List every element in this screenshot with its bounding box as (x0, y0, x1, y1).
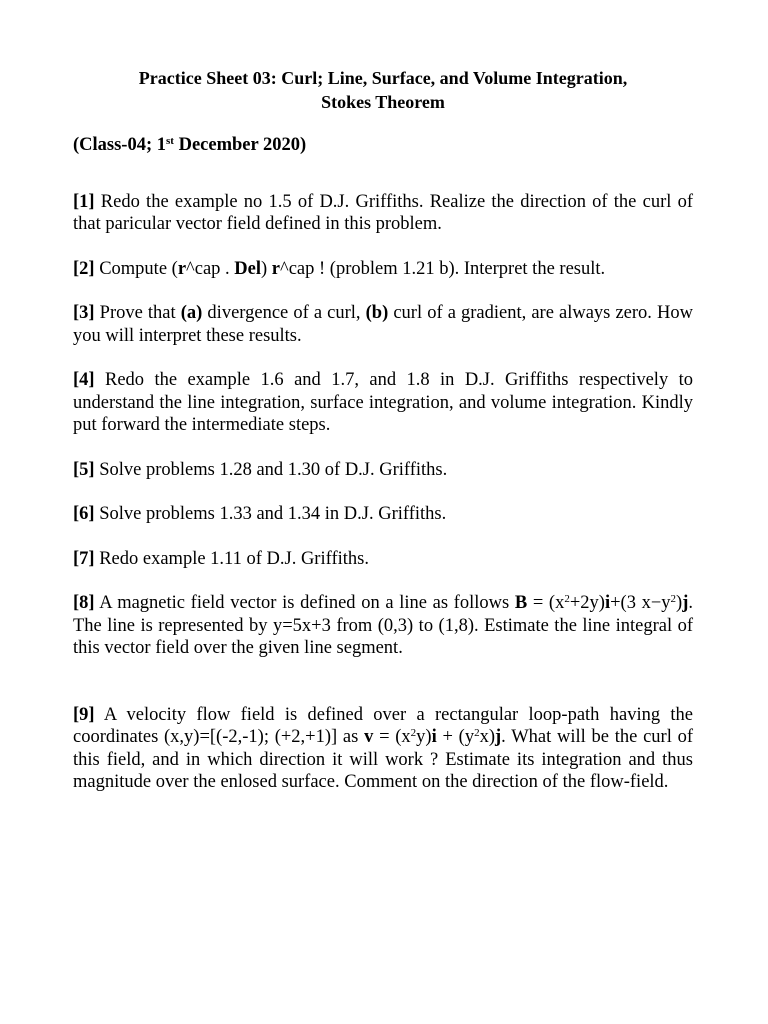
title-line-1: Practice Sheet 03: Curl; Line, Surface, and Volume Integration, (138, 68, 628, 88)
class-info-prefix: (Class-04; 1 (73, 135, 167, 155)
problem-text: ^cap . (186, 258, 235, 279)
problem-text: divergence of a curl, (202, 303, 366, 323)
problem-number: [6] (73, 504, 95, 524)
exponent: 2 (564, 593, 570, 605)
del-operator: Del (234, 258, 261, 279)
vector-r: r (271, 258, 281, 279)
problem-text: A velocity flow field is defined over a rectangular loop-path having the coordinates (x,y)=[(-2,-1); (+2,+1)] as (73, 704, 693, 747)
problem-number: [3] (73, 303, 95, 323)
part-a-label: (a) (180, 303, 203, 323)
title-line-2: Stokes Theorem (321, 92, 445, 112)
problem-5 (73, 459, 693, 482)
class-info (73, 134, 693, 157)
problem-text: y) (416, 727, 432, 747)
problem-number: [7] (73, 548, 95, 569)
problem-number: [9] (73, 704, 95, 725)
problem-text: Solve problems 1.28 and 1.30 of D.J. Griffiths. (94, 459, 448, 480)
problem-text: Redo the example no 1.5 of D.J. Griffiths. Realize the direction of the curl of that paricular vector field defined in this problem. (73, 191, 693, 234)
problem-text: . What will be the curl of this field, and in which direction it will work ? Estimate its integration and thus magnitude over the enlosed surface. Comment on the direction of the flow-field. (73, 727, 693, 792)
problem-text: Redo example 1.11 of D.J. Griffiths. (94, 548, 369, 569)
document-page (73, 66, 693, 794)
problem-number: [4] (73, 370, 95, 390)
page-title (73, 66, 693, 114)
problem-text: + (y (436, 727, 475, 747)
problem-text: +2y) (569, 593, 605, 613)
problem-text: = (x (527, 593, 565, 613)
problem-text: = (x (373, 727, 411, 747)
exponent: 2 (474, 727, 480, 739)
problem-number: [2] (73, 258, 95, 279)
problem-7 (73, 548, 693, 571)
problem-text: Redo the example 1.6 and 1.7, and 1.8 in D.J. Griffiths respectively to understand the line integration, surface integration, and volume integration. Kindly put forward the intermediate steps. (73, 370, 693, 435)
vector-b: B (514, 593, 528, 613)
exponent: 2 (670, 593, 677, 605)
problem-2 (73, 258, 693, 281)
problem-text: Prove that (94, 303, 181, 323)
problem-text: ) (676, 593, 683, 613)
problem-9 (73, 704, 693, 794)
unit-vector-j: j (495, 727, 502, 747)
problem-text: curl of a gradient, are always zero. How you will interpret these results. (73, 303, 693, 346)
vector-r: r (177, 258, 187, 279)
unit-vector-i: i (431, 727, 437, 747)
problem-text: ) (261, 258, 272, 279)
class-info-suffix: December 2020) (173, 135, 307, 155)
problem-text: x) (479, 727, 495, 747)
problem-1 (73, 191, 693, 236)
problem-text: A magnetic field vector is defined on a line as follows (94, 593, 515, 613)
problem-text: Solve problems 1.33 and 1.34 in D.J. Griffiths. (94, 504, 447, 524)
problem-6 (73, 503, 693, 526)
problem-text: ^cap ! (problem 1.21 b). Interpret the result. (280, 258, 606, 279)
vector-v: v (364, 727, 374, 747)
unit-vector-i: i (604, 593, 611, 613)
exponent: 2 (410, 727, 417, 739)
part-b-label: (b) (365, 303, 389, 323)
problem-number: [5] (73, 459, 95, 480)
problem-text: Compute ( (94, 258, 178, 279)
problem-4 (73, 369, 693, 437)
unit-vector-j: j (682, 593, 689, 613)
class-info-sup: st (166, 135, 174, 147)
problem-number: [1] (73, 191, 95, 212)
problem-3 (73, 302, 693, 347)
problem-8 (73, 592, 693, 660)
problem-text: . The line is represented by y=5x+3 from (0,3) to (1,8). Estimate the line integral of this vector field over the given line segment. (73, 593, 693, 658)
problem-text: +(3 x−y (610, 593, 671, 613)
problem-number: [8] (73, 593, 95, 613)
